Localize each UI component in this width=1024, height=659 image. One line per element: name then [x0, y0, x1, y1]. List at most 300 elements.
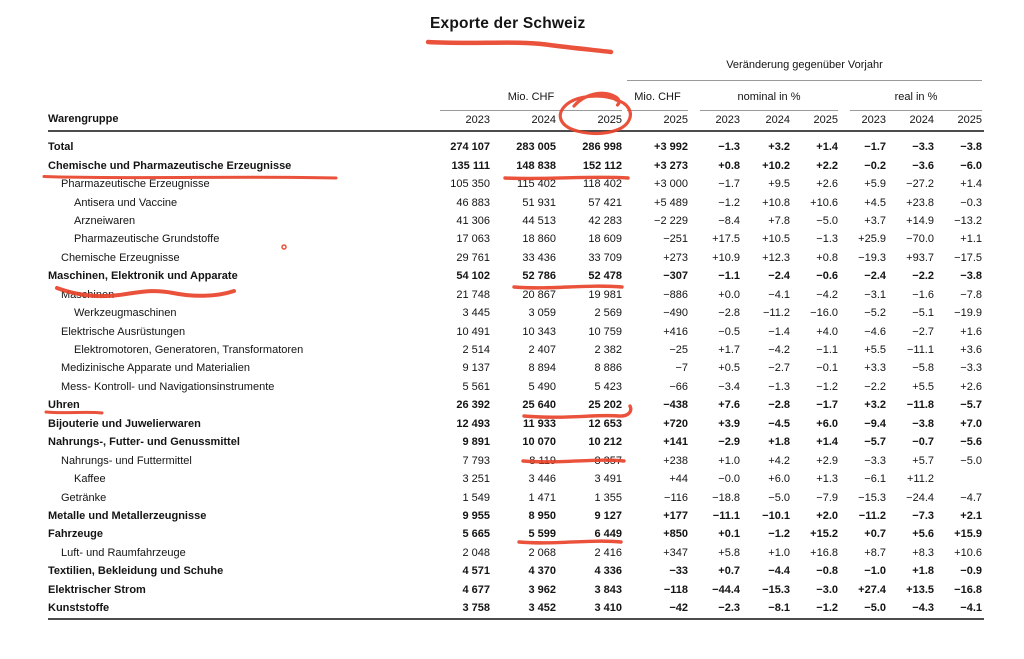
- row-value: −6.0: [960, 159, 982, 172]
- row-value: −3.8: [960, 141, 982, 154]
- row-value: −1.3: [816, 233, 838, 246]
- row-value: −2.3: [718, 602, 740, 615]
- year-header: 2025: [957, 114, 982, 126]
- warengruppe-column-header: Warengruppe: [48, 113, 119, 125]
- row-value: +1.0: [718, 454, 740, 467]
- row-value: 3 445: [462, 307, 490, 320]
- row-value: 274 107: [450, 141, 490, 154]
- row-value: −3.1: [864, 288, 886, 301]
- row-value: −17.5: [954, 251, 982, 264]
- mio-chf-change-group-rule: [627, 110, 688, 111]
- row-value: −7.3: [912, 509, 934, 522]
- row-value: −5.0: [768, 491, 790, 504]
- row-value: +3 992: [654, 141, 688, 154]
- row-value: +23.8: [906, 196, 934, 209]
- row-value: −4.1: [768, 288, 790, 301]
- row-value: 1 355: [594, 491, 622, 504]
- row-value: +6.0: [816, 417, 838, 430]
- nominal-group-rule: [700, 110, 838, 111]
- row-value: 135 111: [451, 159, 490, 172]
- row-value: 8 886: [594, 362, 622, 375]
- row-value: +416: [663, 325, 688, 338]
- row-value: −1.0: [864, 565, 886, 578]
- table-row: [48, 415, 984, 433]
- row-value: −5.0: [864, 602, 886, 615]
- year-header-row: [430, 113, 982, 127]
- row-value: 2 048: [462, 546, 490, 559]
- row-value: +2.6: [960, 380, 982, 393]
- row-value: −1.6: [912, 288, 934, 301]
- row-value: −4.5: [768, 417, 790, 430]
- row-value: −10.1: [762, 509, 790, 522]
- row-value: +3.9: [718, 417, 740, 430]
- row-value: +3.6: [960, 344, 982, 357]
- row-value: −3.6: [912, 159, 934, 172]
- table-row: [48, 599, 984, 617]
- row-value: 152 112: [582, 159, 622, 172]
- row-value: +1.1: [960, 233, 982, 246]
- row-value: +0.8: [816, 251, 838, 264]
- row-value: +25.9: [858, 233, 886, 246]
- row-value: 118 402: [583, 178, 622, 191]
- row-value: +0.7: [864, 528, 886, 541]
- row-value: +8.3: [912, 546, 934, 559]
- row-value: +12.3: [762, 251, 790, 264]
- row-value: 3 962: [528, 583, 556, 596]
- row-value: +44: [669, 473, 688, 486]
- row-value: −1.1: [718, 270, 740, 283]
- row-value: −2.7: [768, 362, 790, 375]
- row-value: +1.0: [768, 546, 790, 559]
- row-label: Antisera und Vaccine: [74, 196, 178, 209]
- row-value: −16.8: [954, 583, 982, 596]
- row-value: −5.6: [960, 436, 982, 449]
- row-value: +2.1: [960, 509, 982, 522]
- row-value: 11 933: [522, 417, 556, 430]
- table-bottom-rule: [48, 618, 984, 620]
- row-value: 57 421: [588, 196, 622, 209]
- row-value: +1.4: [960, 178, 982, 191]
- row-value: −4.1: [960, 602, 982, 615]
- row-value: −3.8: [960, 270, 982, 283]
- group-header-mio-chf-change: Mio. CHF: [634, 91, 681, 103]
- row-value: −70.0: [906, 233, 934, 246]
- row-value: −11.2: [762, 307, 790, 320]
- row-value: 26 392: [456, 399, 490, 412]
- row-value: −3.3: [960, 362, 982, 375]
- table-row: [48, 525, 984, 543]
- row-value: −1.2: [718, 196, 740, 209]
- table-row: [48, 451, 984, 469]
- row-value: −1.7: [718, 178, 740, 191]
- row-value: −11.1: [712, 509, 740, 522]
- row-value: 2 407: [528, 344, 556, 357]
- row-label: Chemische und Pharmazeutische Erzeugnisse: [48, 159, 292, 172]
- row-value: 2 416: [594, 546, 622, 559]
- row-value: −490: [663, 307, 688, 320]
- row-value: −33: [669, 565, 688, 578]
- row-value: 5 599: [528, 528, 556, 541]
- row-value: +4.5: [864, 196, 886, 209]
- row-value: +5.7: [912, 454, 934, 467]
- row-value: +0.1: [718, 528, 740, 541]
- row-value: 2 382: [594, 344, 622, 357]
- row-value: +5.9: [864, 178, 886, 191]
- row-value: −0.9: [960, 565, 982, 578]
- row-value: −1.2: [768, 528, 790, 541]
- row-label: Maschinen, Elektronik und Apparate: [48, 270, 238, 283]
- table-row: [48, 488, 984, 506]
- row-label: Getränke: [61, 491, 107, 504]
- row-value: −2.2: [864, 380, 886, 393]
- row-label: Mess- Kontroll- und Navigationsinstrumente: [61, 380, 275, 393]
- year-header: 2023: [465, 114, 490, 126]
- title-underline-annotation: [428, 42, 611, 52]
- row-value: −4.4: [768, 565, 790, 578]
- row-value: +1.8: [768, 436, 790, 449]
- row-value: −19.9: [954, 307, 982, 320]
- row-value: −2.4: [768, 270, 790, 283]
- row-value: +7.0: [960, 417, 982, 430]
- row-value: 5 423: [594, 380, 622, 393]
- row-value: +1.6: [960, 325, 982, 338]
- row-value: 18 860: [522, 233, 556, 246]
- change-vs-prior-year-header: Veränderung gegenüber Vorjahr: [726, 59, 883, 71]
- row-value: −7.9: [816, 491, 838, 504]
- row-value: +0.7: [718, 565, 740, 578]
- row-value: −1.7: [864, 141, 886, 154]
- row-value: 3 843: [594, 583, 622, 596]
- row-value: −5.2: [864, 307, 886, 320]
- row-value: −11.2: [858, 509, 886, 522]
- row-value: −1.7: [816, 399, 838, 412]
- row-value: 9 137: [462, 362, 490, 375]
- row-value: 9 127: [594, 509, 622, 522]
- header-bottom-rule: [48, 130, 984, 132]
- row-value: −3.0: [816, 583, 838, 596]
- row-value: −13.2: [954, 214, 982, 227]
- row-value: +238: [663, 454, 688, 467]
- row-value: −8.1: [768, 602, 790, 615]
- row-value: +5.8: [718, 546, 740, 559]
- row-value: 4 370: [528, 565, 556, 578]
- row-value: 8 357: [594, 454, 622, 467]
- row-value: +347: [663, 546, 688, 559]
- row-value: +1.4: [816, 436, 838, 449]
- table-row: [48, 175, 984, 193]
- row-label: Elektromotoren, Generatoren, Transformatoren: [74, 344, 304, 357]
- row-value: +3.3: [864, 362, 886, 375]
- row-value: −1.3: [768, 380, 790, 393]
- row-value: −11.8: [906, 399, 934, 412]
- row-value: 12 493: [456, 417, 490, 430]
- table-row: [48, 267, 984, 285]
- table-body: [48, 138, 984, 617]
- row-value: −3.8: [912, 417, 934, 430]
- row-value: 8 119: [529, 454, 556, 467]
- row-value: −8.4: [718, 214, 740, 227]
- row-value: 3 446: [528, 473, 556, 486]
- row-value: −5.8: [912, 362, 934, 375]
- row-value: +13.5: [906, 583, 934, 596]
- row-value: +1.3: [816, 473, 838, 486]
- row-label: Pharmazeutische Erzeugnisse: [61, 178, 210, 191]
- row-value: 18 609: [588, 233, 622, 246]
- row-value: +17.5: [712, 233, 740, 246]
- row-value: 3 452: [528, 602, 556, 615]
- row-value: 2 569: [594, 307, 622, 320]
- table-row: [48, 138, 984, 156]
- page-title: Exporte der Schweiz: [430, 15, 586, 32]
- row-value: +273: [663, 251, 688, 264]
- row-value: −25: [669, 344, 688, 357]
- row-value: +16.8: [810, 546, 838, 559]
- row-label: Luft- und Raumfahrzeuge: [61, 546, 186, 559]
- row-value: +27.4: [858, 583, 886, 596]
- row-value: −3.3: [864, 454, 886, 467]
- row-value: 6 449: [594, 528, 622, 541]
- row-label: Bijouterie und Juwelierwaren: [48, 417, 201, 430]
- year-header: 2024: [531, 114, 556, 126]
- row-value: 5 490: [528, 380, 556, 393]
- row-value: −0.0: [718, 473, 740, 486]
- year-header: 2025: [663, 114, 688, 126]
- row-value: +7.8: [768, 214, 790, 227]
- row-value: +1.4: [816, 141, 838, 154]
- row-label: Total: [48, 141, 74, 154]
- row-value: +0.8: [718, 159, 740, 172]
- row-value: +11.2: [906, 473, 934, 486]
- row-value: +2.2: [816, 159, 838, 172]
- table-row: [48, 378, 984, 396]
- row-value: −6.1: [864, 473, 886, 486]
- row-value: −3.3: [912, 141, 934, 154]
- row-value: −2.9: [718, 436, 740, 449]
- row-value: 25 640: [522, 399, 556, 412]
- table-row: [48, 507, 984, 525]
- row-value: −0.7: [912, 436, 934, 449]
- row-label: Chemische Erzeugnisse: [61, 251, 180, 264]
- row-value: +10.9: [712, 251, 740, 264]
- row-value: 283 005: [516, 141, 556, 154]
- row-value: −307: [663, 270, 688, 283]
- row-value: −116: [664, 491, 688, 504]
- row-value: +4.0: [816, 325, 838, 338]
- table-row: [48, 230, 984, 248]
- row-value: +3.2: [864, 399, 886, 412]
- row-value: 7 793: [462, 454, 490, 467]
- row-value: −15.3: [762, 583, 790, 596]
- row-label: Kaffee: [74, 473, 106, 486]
- row-value: 9 891: [462, 436, 490, 449]
- row-value: 148 838: [516, 159, 556, 172]
- row-value: +1.7: [718, 344, 740, 357]
- row-value: +3 273: [654, 159, 688, 172]
- row-value: 3 410: [594, 602, 622, 615]
- year-header: 2024: [909, 114, 934, 126]
- row-value: +8.7: [864, 546, 886, 559]
- row-value: +3.2: [768, 141, 790, 154]
- table-row: [48, 359, 984, 377]
- row-value: −5.7: [960, 399, 982, 412]
- row-value: −0.8: [816, 565, 838, 578]
- row-value: −15.3: [858, 491, 886, 504]
- group-header-real-pct: real in %: [894, 91, 938, 103]
- row-value: 51 931: [522, 196, 556, 209]
- row-value: −4.6: [864, 325, 886, 338]
- row-value: +3 000: [654, 178, 688, 191]
- row-value: +14.9: [906, 214, 934, 227]
- row-value: +2.6: [816, 178, 838, 191]
- table-row: [48, 322, 984, 340]
- row-value: +5.5: [864, 344, 886, 357]
- row-value: −42: [669, 602, 688, 615]
- row-value: 42 283: [588, 214, 622, 227]
- row-value: −1.2: [816, 602, 838, 615]
- year-header: 2024: [765, 114, 790, 126]
- row-value: 115 402: [517, 178, 556, 191]
- row-value: −0.1: [816, 362, 838, 375]
- row-label: Kunststoffe: [48, 602, 110, 615]
- row-value: 33 709: [588, 251, 622, 264]
- row-value: 17 063: [456, 233, 490, 246]
- row-label: Textilien, Bekleidung und Schuhe: [48, 565, 224, 578]
- row-value: 2 514: [462, 344, 490, 357]
- row-label: Uhren: [48, 399, 80, 412]
- row-value: +850: [663, 528, 688, 541]
- row-value: 10 491: [456, 325, 490, 338]
- row-value: 20 867: [522, 288, 556, 301]
- table-row: [48, 544, 984, 562]
- row-value: −19.3: [858, 251, 886, 264]
- row-label: Nahrungs- und Futtermittel: [61, 454, 192, 467]
- row-value: +10.2: [762, 159, 790, 172]
- row-value: +2.9: [816, 454, 838, 467]
- row-value: −5.7: [864, 436, 886, 449]
- row-value: −2.7: [912, 325, 934, 338]
- row-value: −118: [663, 583, 688, 596]
- row-value: 21 748: [456, 288, 490, 301]
- row-value: +0.5: [718, 362, 740, 375]
- row-label: Elektrischer Strom: [48, 583, 146, 596]
- row-value: 33 436: [522, 251, 556, 264]
- table-row: [48, 249, 984, 267]
- row-value: +2.0: [816, 509, 838, 522]
- table-row: [48, 304, 984, 322]
- row-value: 4 677: [462, 583, 490, 596]
- row-value: +5.6: [912, 528, 934, 541]
- row-value: +720: [663, 417, 688, 430]
- row-value: −0.2: [864, 159, 886, 172]
- row-value: −16.0: [810, 307, 838, 320]
- row-value: 1 471: [528, 491, 556, 504]
- row-value: −7: [675, 362, 688, 375]
- row-label: Werkzeugmaschinen: [74, 307, 177, 320]
- row-value: −5.0: [816, 214, 838, 227]
- row-value: +93.7: [906, 251, 934, 264]
- row-value: +4.2: [768, 454, 790, 467]
- row-value: −44.4: [712, 583, 740, 596]
- row-value: +3.7: [864, 214, 886, 227]
- row-value: 19 981: [588, 288, 622, 301]
- row-value: −1.3: [718, 141, 740, 154]
- row-value: 41 306: [456, 214, 490, 227]
- row-value: −2 229: [654, 214, 688, 227]
- table-row: [48, 212, 984, 230]
- row-value: +15.9: [954, 528, 982, 541]
- table-row: [48, 341, 984, 359]
- table-row: [48, 396, 984, 414]
- row-value: 10 343: [522, 325, 556, 338]
- row-value: 44 513: [522, 214, 556, 227]
- row-value: 29 761: [456, 251, 490, 264]
- row-value: +10.8: [762, 196, 790, 209]
- row-value: −5.0: [960, 454, 982, 467]
- row-value: +6.0: [768, 473, 790, 486]
- row-value: −1.2: [816, 380, 838, 393]
- row-value: −2.8: [718, 307, 740, 320]
- row-label: Fahrzeuge: [48, 528, 104, 541]
- row-value: 5 665: [462, 528, 490, 541]
- row-value: +10.6: [810, 196, 838, 209]
- row-value: +0.0: [718, 288, 740, 301]
- row-value: +7.6: [718, 399, 740, 412]
- row-value: −2.4: [864, 270, 886, 283]
- table-row: [48, 470, 984, 488]
- row-value: −11.1: [906, 344, 934, 357]
- row-value: 1 549: [462, 491, 490, 504]
- row-value: −66: [669, 380, 688, 393]
- row-value: +10.6: [954, 546, 982, 559]
- row-value: −4.2: [768, 344, 790, 357]
- row-value: −4.2: [816, 288, 838, 301]
- mio-chf-group-rule: [440, 110, 622, 111]
- row-value: +1.8: [912, 565, 934, 578]
- row-label: Elektrische Ausrüstungen: [61, 325, 186, 338]
- row-value: −2.8: [768, 399, 790, 412]
- row-value: −27.2: [906, 178, 934, 191]
- row-label: Medizinische Apparate und Materialien: [61, 362, 250, 375]
- row-value: −0.5: [718, 325, 740, 338]
- row-value: 3 251: [462, 473, 490, 486]
- row-value: 12 653: [588, 417, 622, 430]
- row-value: 286 998: [582, 141, 622, 154]
- row-label: Nahrungs-, Futter- und Genussmittel: [48, 436, 240, 449]
- row-value: −0.6: [816, 270, 838, 283]
- row-value: 9 955: [462, 509, 490, 522]
- row-label: Arzneiwaren: [74, 214, 136, 227]
- row-value: 46 883: [456, 196, 490, 209]
- row-value: −886: [663, 288, 688, 301]
- row-value: 105 350: [450, 178, 490, 191]
- row-value: 4 571: [462, 565, 490, 578]
- row-value: −18.8: [712, 491, 740, 504]
- row-value: 3 059: [528, 307, 556, 320]
- year-header: 2023: [861, 114, 886, 126]
- table-row: [48, 562, 984, 580]
- row-value: +141: [663, 436, 688, 449]
- row-value: 8 894: [528, 362, 556, 375]
- year-header: 2023: [715, 114, 740, 126]
- row-label: Metalle und Metallerzeugnisse: [48, 509, 207, 522]
- group-header-mio-chf: Mio. CHF: [507, 91, 555, 103]
- row-value: −4.3: [912, 602, 934, 615]
- row-value: −9.4: [864, 417, 886, 430]
- row-label: Maschinen: [61, 288, 115, 301]
- row-value: +15.2: [810, 528, 838, 541]
- row-value: −251: [663, 233, 688, 246]
- table-row: [48, 581, 984, 599]
